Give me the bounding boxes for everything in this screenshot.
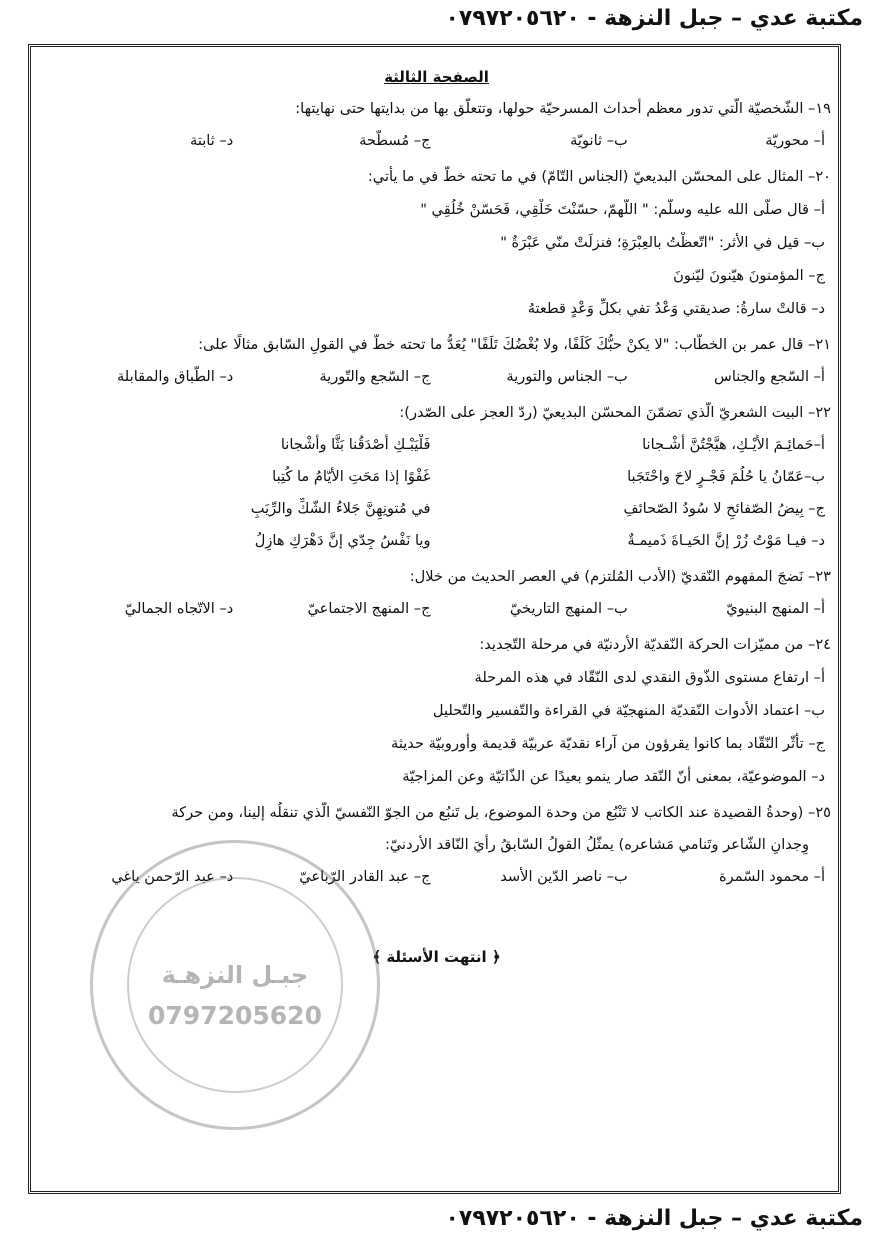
verse-first-hemistich: أ–حَمائِـمَ الأَيْـكِ، هيَّجْتُنَّ أشْـجانا	[642, 436, 825, 453]
question-20	[42, 166, 831, 320]
option-a: أ– محمود السّمرة	[719, 868, 825, 885]
verse-a	[42, 434, 831, 456]
option-b: ب– قيل في الأثر: "اتّعظْتُ بالعِبْرَةِ؛ فنزلَتْ منّي عَبْرَةٌ "	[500, 234, 825, 251]
question-21-options	[42, 366, 831, 388]
question-19	[42, 98, 831, 152]
question-23	[42, 566, 831, 620]
question-21	[42, 334, 831, 388]
page-footer: مكتبة عدي – جبل النزهة - ٠٧٩٧٢٠٥٦٢٠	[445, 1206, 863, 1231]
question-24	[42, 634, 831, 788]
option-b: ب– ناصر الدّين الأسد	[500, 868, 628, 885]
verse-first-hemistich: ب–عَمّانُ يا حُلُمَ فَجْـرٍ لاحَ واحْتَجَبا	[627, 468, 825, 485]
option-c: ج– مُسطّحة	[359, 132, 431, 149]
question-25	[42, 802, 831, 888]
question-22-text: ٢٢– البيت الشعريّ الّذي تضمّنَ المحسّن البديعيّ (ردّ العجز على الصّدر):	[399, 404, 831, 421]
option-c: ج– تأثّر النّقّاد بما كانوا يقرؤون من آراء نقديّة عربيّة قديمة وأوروبيّة حديثة	[391, 735, 825, 752]
stamp-phone-text: 0797205620	[148, 1001, 322, 1030]
question-22	[42, 402, 831, 552]
question-25-text-line-1: ٢٥– (وحدةُ القصيدة عند الكاتب لا تَنْبُع من وحدة الموضوع، بل تَنبُع من الجوّ النّفسيّ الّذي تنقلُه إلينا، ومن حركة	[171, 804, 831, 821]
option-a: أ– السّجع والجناس	[714, 368, 825, 385]
option-b: ب– اعتماد الأدوات النّقديّة المنهجيّة في القراءة والتّفسير والتّحليل	[432, 702, 825, 719]
option-c: ج– عبد القادر الرّباعيّ	[299, 868, 431, 885]
option-d: د– الطّباق والمقابلة	[116, 368, 234, 385]
page-content	[42, 66, 831, 968]
option-b: ب– الجناس والتورية	[506, 368, 628, 385]
option-d: د– عبد الرّحمن ياغي	[111, 868, 234, 885]
option-d: د– الاتّجاه الجماليّ	[124, 600, 234, 617]
option-c: ج– السّجع والتّورية	[319, 368, 431, 385]
option-a: أ– ارتفاع مستوى الذّوق النقدي لدى النّقّاد في هذه المرحلة	[474, 669, 825, 686]
option-a: أ– المنهج البنيويّ	[726, 600, 825, 617]
stamp-place-text: جبـل النزهـة	[161, 961, 309, 989]
verse-second-hemistich: في مُتونِهِنَّ جَلاءُ الشّكِّ والرِّيَبِ	[250, 500, 431, 517]
question-24-text: ٢٤– من مميّزات الحركة النّقديّة الأردنيّة في مرحلة التّجديد:	[479, 636, 831, 653]
verse-b	[42, 466, 831, 488]
option-a: أ– قال صلّى الله عليه وسلّم: " اللّهمّ، حسّنْتَ خَلْقِي، فَحَسّنْ خُلُقِي "	[420, 201, 825, 218]
question-21-text: ٢١– قال عمر بن الخطّاب: "لا يكنْ حبُّكَ كَلَفًا، ولا بُغْضُكَ تَلَفًا" يُعَدُّ ما تحته خطّ في القولِ السّابق مثالًا على:	[198, 336, 831, 353]
page-title: الصفحة الثالثة	[384, 68, 489, 86]
option-b: ب– المنهج التاريخيّ	[509, 600, 628, 617]
option-c: ج– المؤمنونَ هيّنونَ ليّنونَ	[673, 267, 825, 284]
page-header: مكتبة عدي – جبل النزهة - ٠٧٩٧٢٠٥٦٢٠	[445, 6, 863, 31]
question-19-text: ١٩– الشّخصيّة الّتي تدور معظم أحداث المسرحيّة حولها، وتتعلّق بها من بدايتها حتى نهايتها:	[295, 100, 831, 117]
verse-first-hemistich: ج– بِيضُ الصّفائحِ لا سُودُ الصّحائفِ	[623, 500, 825, 517]
verse-second-hemistich: فَلْيَبْـكِ أصْدَقُنا بَثًّا وأَشْجانا	[280, 436, 431, 453]
option-d: د– الموضوعيّة، بمعنى أنّ النّقد صار ينمو بعيدًا عن الذّاتيّة وعن المزاجيّة	[402, 768, 825, 785]
verse-second-hemistich: غَفْوًا إذا مَحَتِ الأيّامُ ما كُتِبا	[272, 468, 431, 485]
verse-second-hemistich: ويا نَفْسُ جِدّي إنَّ دَهْرَكِ هازِلُ	[254, 532, 431, 549]
question-23-text: ٢٣– نَضجَ المفهوم النّقديّ (الأدب المُلتزم) في العصر الحديث من خلال:	[409, 568, 831, 585]
option-d: د– قالتْ سارةُ: صديقتي وَعْدُ تفي بكلِّ وَعْدٍ قطعتهُ	[527, 300, 825, 317]
verse-first-hemistich: د– فيـا مَوْتُ زُرْ إنَّ الحَيـاةَ ذَميمـةٌ	[627, 532, 825, 549]
question-25-text-line-2: وِجدانِ الشّاعر وتَنامي مَشاعره) يمثّلُ القولُ السّابقُ رأيَ النّاقد الأردنيّ:	[384, 836, 809, 853]
option-b: ب– ثانويّة	[570, 132, 628, 149]
question-20-text: ٢٠– المثال على المحسّن البديعيّ (الجناس التّامّ) في ما تحته خطّ في ما يأتي:	[367, 168, 831, 185]
option-d: د– ثابتة	[190, 132, 234, 149]
verse-d	[42, 530, 831, 552]
question-22-verses	[42, 434, 831, 552]
option-a: أ– محوريّة	[765, 132, 825, 149]
end-of-questions-note: ﴿ انتهت الأسئلة ﴾	[372, 948, 501, 966]
question-23-options	[42, 598, 831, 620]
option-c: ج– المنهج الاجتماعيّ	[307, 600, 431, 617]
verse-c	[42, 498, 831, 520]
question-19-options	[42, 130, 831, 152]
question-25-options	[42, 866, 831, 888]
